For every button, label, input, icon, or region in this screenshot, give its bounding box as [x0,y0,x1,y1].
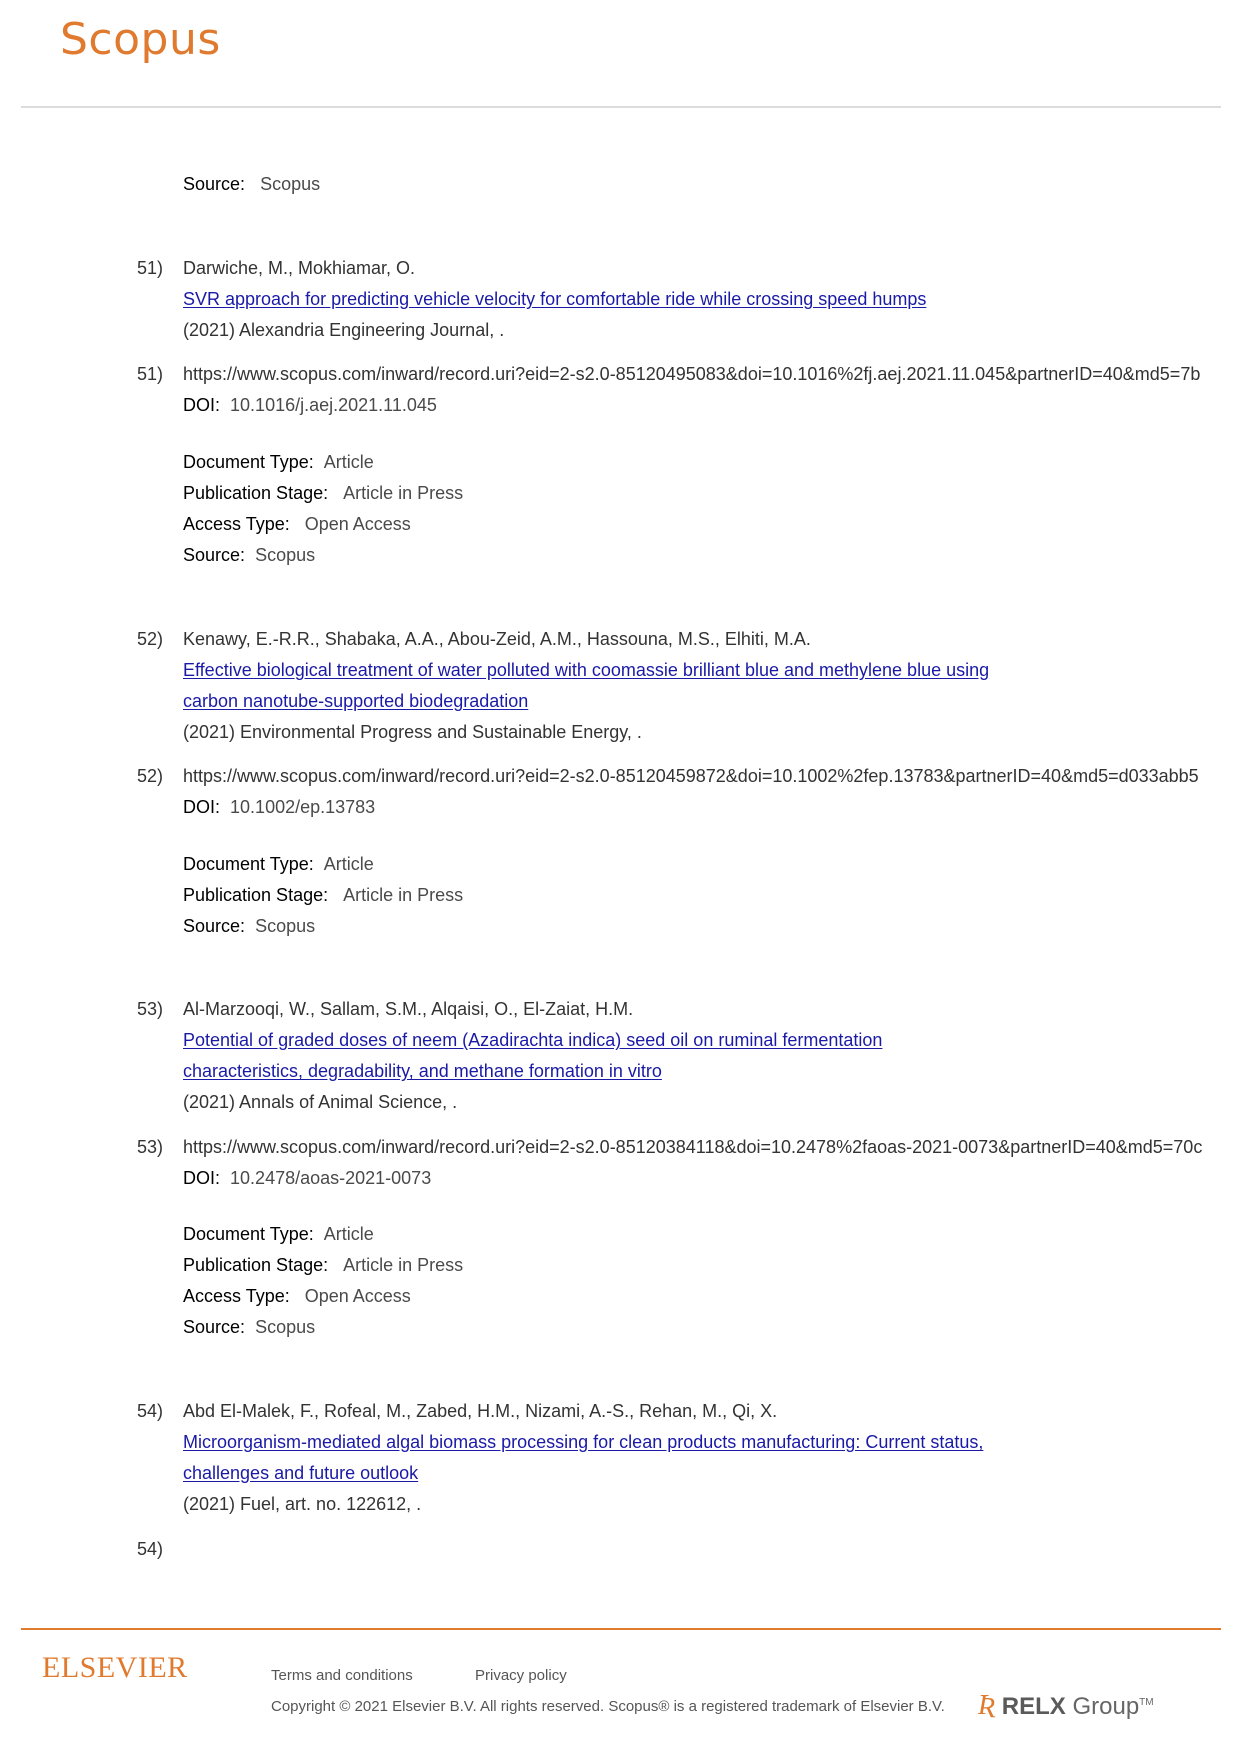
doi-label: DOI: [183,797,221,817]
field-value: Scopus [255,1317,316,1337]
entry-title-link[interactable]: SVR approach for predicting vehicle velocity for comfortable ride while crossing speed humps [183,289,927,309]
field-label: Source: [183,916,246,936]
relx-logo[interactable] [978,1690,1154,1722]
entry-doi [183,395,437,415]
field-label: Access Type: [183,514,290,534]
field-value: Article in Press [343,1255,464,1275]
trademark-mark: TM [1139,1697,1154,1708]
footer-divider [21,1628,1221,1630]
field-value: Article in Press [343,885,464,905]
entry-doi [183,797,375,817]
entry-authors: Darwiche, M., Mokhiamar, O. [183,258,416,278]
field-value: Open Access [304,1286,411,1306]
field-document-type [183,452,374,472]
doi-value: 10.1016/j.aej.2021.11.045 [230,395,437,415]
entry-url-number: 54) [137,1539,164,1559]
field-value: Scopus [255,545,316,565]
field-value: Scopus [255,916,316,936]
field-label: Document Type: [183,1224,314,1244]
elsevier-logo[interactable]: ELSEVIER [42,1651,188,1684]
entry-url-number: 53) [137,1137,164,1157]
privacy-link[interactable]: Privacy policy [475,1667,567,1684]
scopus-logo[interactable]: Scopus [60,14,221,65]
relx-bold-text: RELX [1001,1693,1066,1720]
source-field [183,174,320,194]
field-label: Source: [183,174,246,194]
field-label: Publication Stage: [183,483,329,503]
entry-title-link[interactable]: Effective biological treatment of water polluted with coomassie brilliant blue and methylene blue using [183,660,990,680]
entry-citation: (2021) Fuel, art. no. 122612, . [183,1494,422,1514]
field-source [183,1317,315,1337]
field-label: Source: [183,545,246,565]
entry-number: 52) [137,629,164,649]
entry-citation: (2021) Environmental Progress and Sustainable Energy, . [183,722,642,742]
doi-value: 10.2478/aoas-2021-0073 [230,1168,432,1188]
entry-number: 53) [137,999,164,1019]
copyright-text: Copyright © 2021 Elsevier B.V. All rights reserved. Scopus® is a registered trademark of Elsevier B.V. [271,1698,945,1715]
entry-url: https://www.scopus.com/inward/record.uri?eid=2-s2.0-85120495083&doi=10.1016%2fj.aej.2021.11.045&partnerID=40&md5=7b [183,364,1201,384]
field-publication-stage [183,1255,463,1275]
header-divider [21,106,1221,108]
field-value: Open Access [304,514,411,534]
field-label: Publication Stage: [183,1255,329,1275]
entry-title-link-cont[interactable]: characteristics, degradability, and methane formation in vitro [183,1061,662,1081]
field-source [183,545,315,565]
entry-url: https://www.scopus.com/inward/record.uri?eid=2-s2.0-85120384118&doi=10.2478%2faoas-2021-0073&partnerID=40&md5=70c [183,1137,1203,1157]
entry-title-link[interactable]: Microorganism-mediated algal biomass processing for clean products manufacturing: Current status, [183,1432,984,1452]
terms-link[interactable]: Terms and conditions [271,1667,413,1684]
doi-label: DOI: [183,1168,221,1188]
doi-label: DOI: [183,395,221,415]
entry-title-link-cont[interactable]: carbon nanotube-supported biodegradation [183,691,529,711]
field-document-type [183,854,374,874]
field-value: Article [323,854,374,874]
relx-group-text: Group [1065,1693,1140,1720]
entry-citation: (2021) Annals of Animal Science, . [183,1092,458,1112]
entry-authors: Abd El-Malek, F., Rofeal, M., Zabed, H.M., Nizami, A.-S., Rehan, M., Qi, X. [183,1401,778,1421]
doi-value: 10.1002/ep.13783 [230,797,376,817]
field-label: Document Type: [183,854,314,874]
entry-doi [183,1168,431,1188]
field-value: Scopus [260,174,321,194]
field-label: Publication Stage: [183,885,329,905]
field-value: Article in Press [343,483,464,503]
entry-url-number: 51) [137,364,164,384]
field-access-type [183,1286,411,1306]
field-document-type [183,1224,374,1244]
entry-number: 51) [137,258,164,278]
entry-authors: Kenawy, E.-R.R., Shabaka, A.A., Abou-Zeid, A.M., Hassouna, M.S., Elhiti, M.A. [183,629,811,649]
field-label: Source: [183,1317,246,1337]
entry-title-link-cont[interactable]: challenges and future outlook [183,1463,419,1483]
entry-citation: (2021) Alexandria Engineering Journal, . [183,320,505,340]
field-label: Access Type: [183,1286,290,1306]
field-value: Article [323,1224,374,1244]
entry-url-number: 52) [137,766,164,786]
field-label: Document Type: [183,452,314,472]
field-publication-stage [183,483,463,503]
field-value: Article [323,452,374,472]
field-source [183,916,315,936]
field-publication-stage [183,885,463,905]
entry-authors: Al-Marzooqi, W., Sallam, S.M., Alqaisi, O., El-Zaiat, H.M. [183,999,634,1019]
entry-url: https://www.scopus.com/inward/record.uri?eid=2-s2.0-85120459872&doi=10.1002%2fep.13783&partnerID=40&md5=d033abb5 [183,766,1199,786]
entry-number: 54) [137,1401,164,1421]
entry-title-link[interactable]: Potential of graded doses of neem (Azadirachta indica) seed oil on ruminal fermentation [183,1030,883,1050]
field-access-type [183,514,411,534]
relx-icon: Ʀ [978,1690,996,1721]
